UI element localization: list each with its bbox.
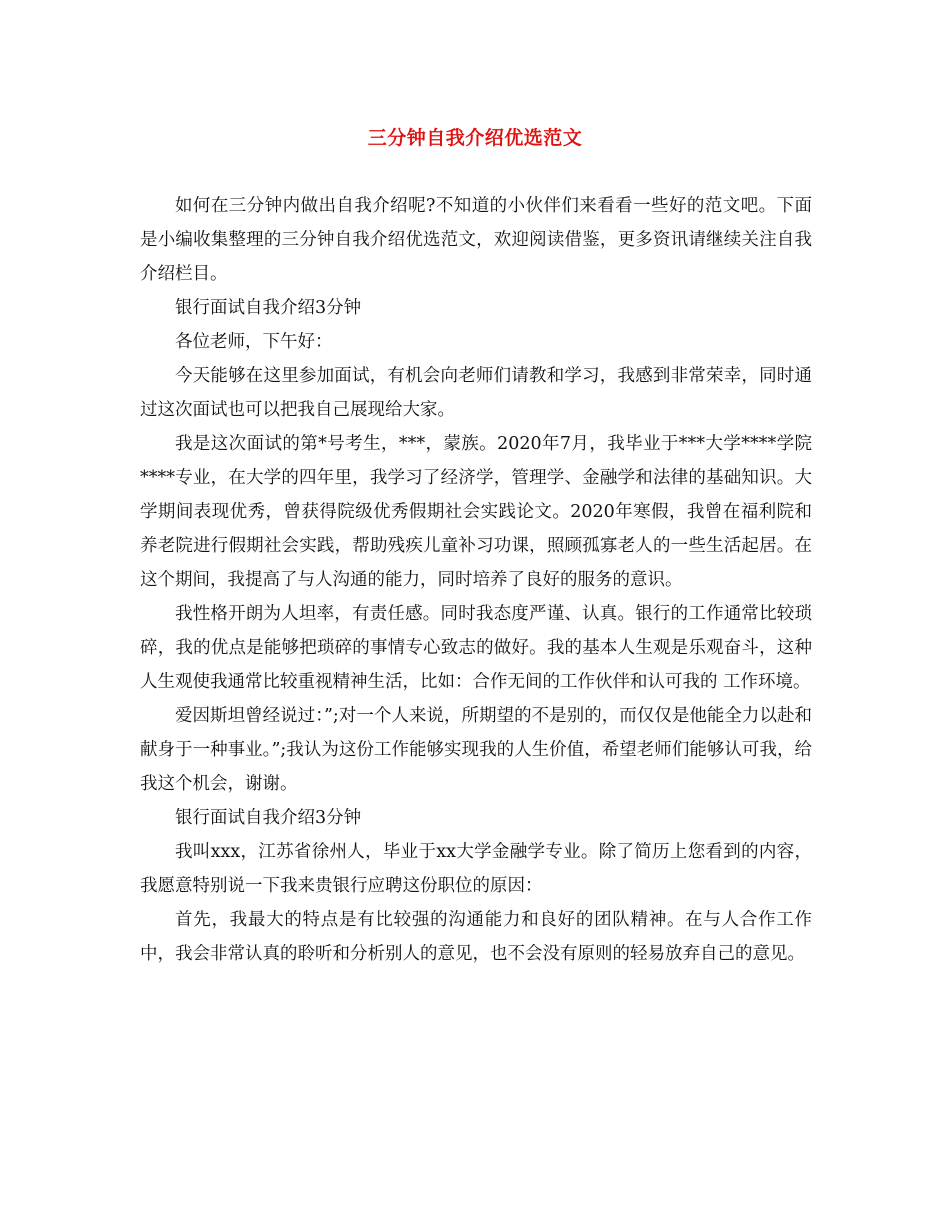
section-heading: 银行面试自我介绍3分钟 xyxy=(175,298,362,318)
greeting-paragraph: 各位老师，下午好： xyxy=(175,332,333,352)
document-body xyxy=(140,189,812,971)
body-paragraph: 我性格开朗为人坦率，有责任感。同时我态度严谨、认真。银行的工作通常比较琐碎，我的优点是能够把琐碎的事情专心致志的做好。我的基本人生观是乐观奋斗，这种人生观使我通常比较重视精神生活，比如：合作无间的工作伙伴和认可我的 工作环境。 xyxy=(140,604,812,692)
body-paragraph: 爱因斯坦曾经说过：”;对一个人来说，所期望的不是别的，而仅仅是他能全力以赴和献身于一种事业。”;我认为这份工作能够实现我的人生价值，希望老师们能够认可我，给我这个机会，谢谢。 xyxy=(140,706,812,794)
body-paragraph: 今天能够在这里参加面试，有机会向老师们请教和学习，我感到非常荣幸，同时通过这次面试也可以把我自己展现给大家。 xyxy=(140,366,812,420)
section-heading: 银行面试自我介绍3分钟 xyxy=(175,808,362,828)
body-paragraph: 首先，我最大的特点是有比较强的沟通能力和良好的团队精神。在与人合作工作中，我会非常认真的聆听和分析别人的意见，也不会没有原则的轻易放弃自己的意见。 xyxy=(140,910,812,964)
body-paragraph: 我叫xxx，江苏省徐州人，毕业于xx大学金融学专业。除了简历上您看到的内容，我愿意特别说一下我来贵银行应聘这份职位的原因： xyxy=(140,842,812,896)
document-title: 三分钟自我介绍优选范文 xyxy=(367,127,583,149)
body-paragraph: 我是这次面试的第*号考生，***，蒙族。2020年7月，我毕业于***大学****学院****专业，在大学的四年里，我学习了经济学，管理学、金融学和法律的基础知识。大学期间表现优秀，曾获得院级优秀假期社会实践论文。2020年寒假，我曾在福利院和养老院进行假期社会实践，帮助残疾儿童补习功课，照顾孤寡老人的一些生活起居。在这个期间，我提高了与人沟通的能力，同时培养了良好的服务的意识。 xyxy=(140,434,812,590)
intro-paragraph: 如何在三分钟内做出自我介绍呢?不知道的小伙伴们来看看一些好的范文吧。下面是小编收集整理的三分钟自我介绍优选范文，欢迎阅读借鉴，更多资讯请继续关注自我介绍栏目。 xyxy=(140,196,812,284)
